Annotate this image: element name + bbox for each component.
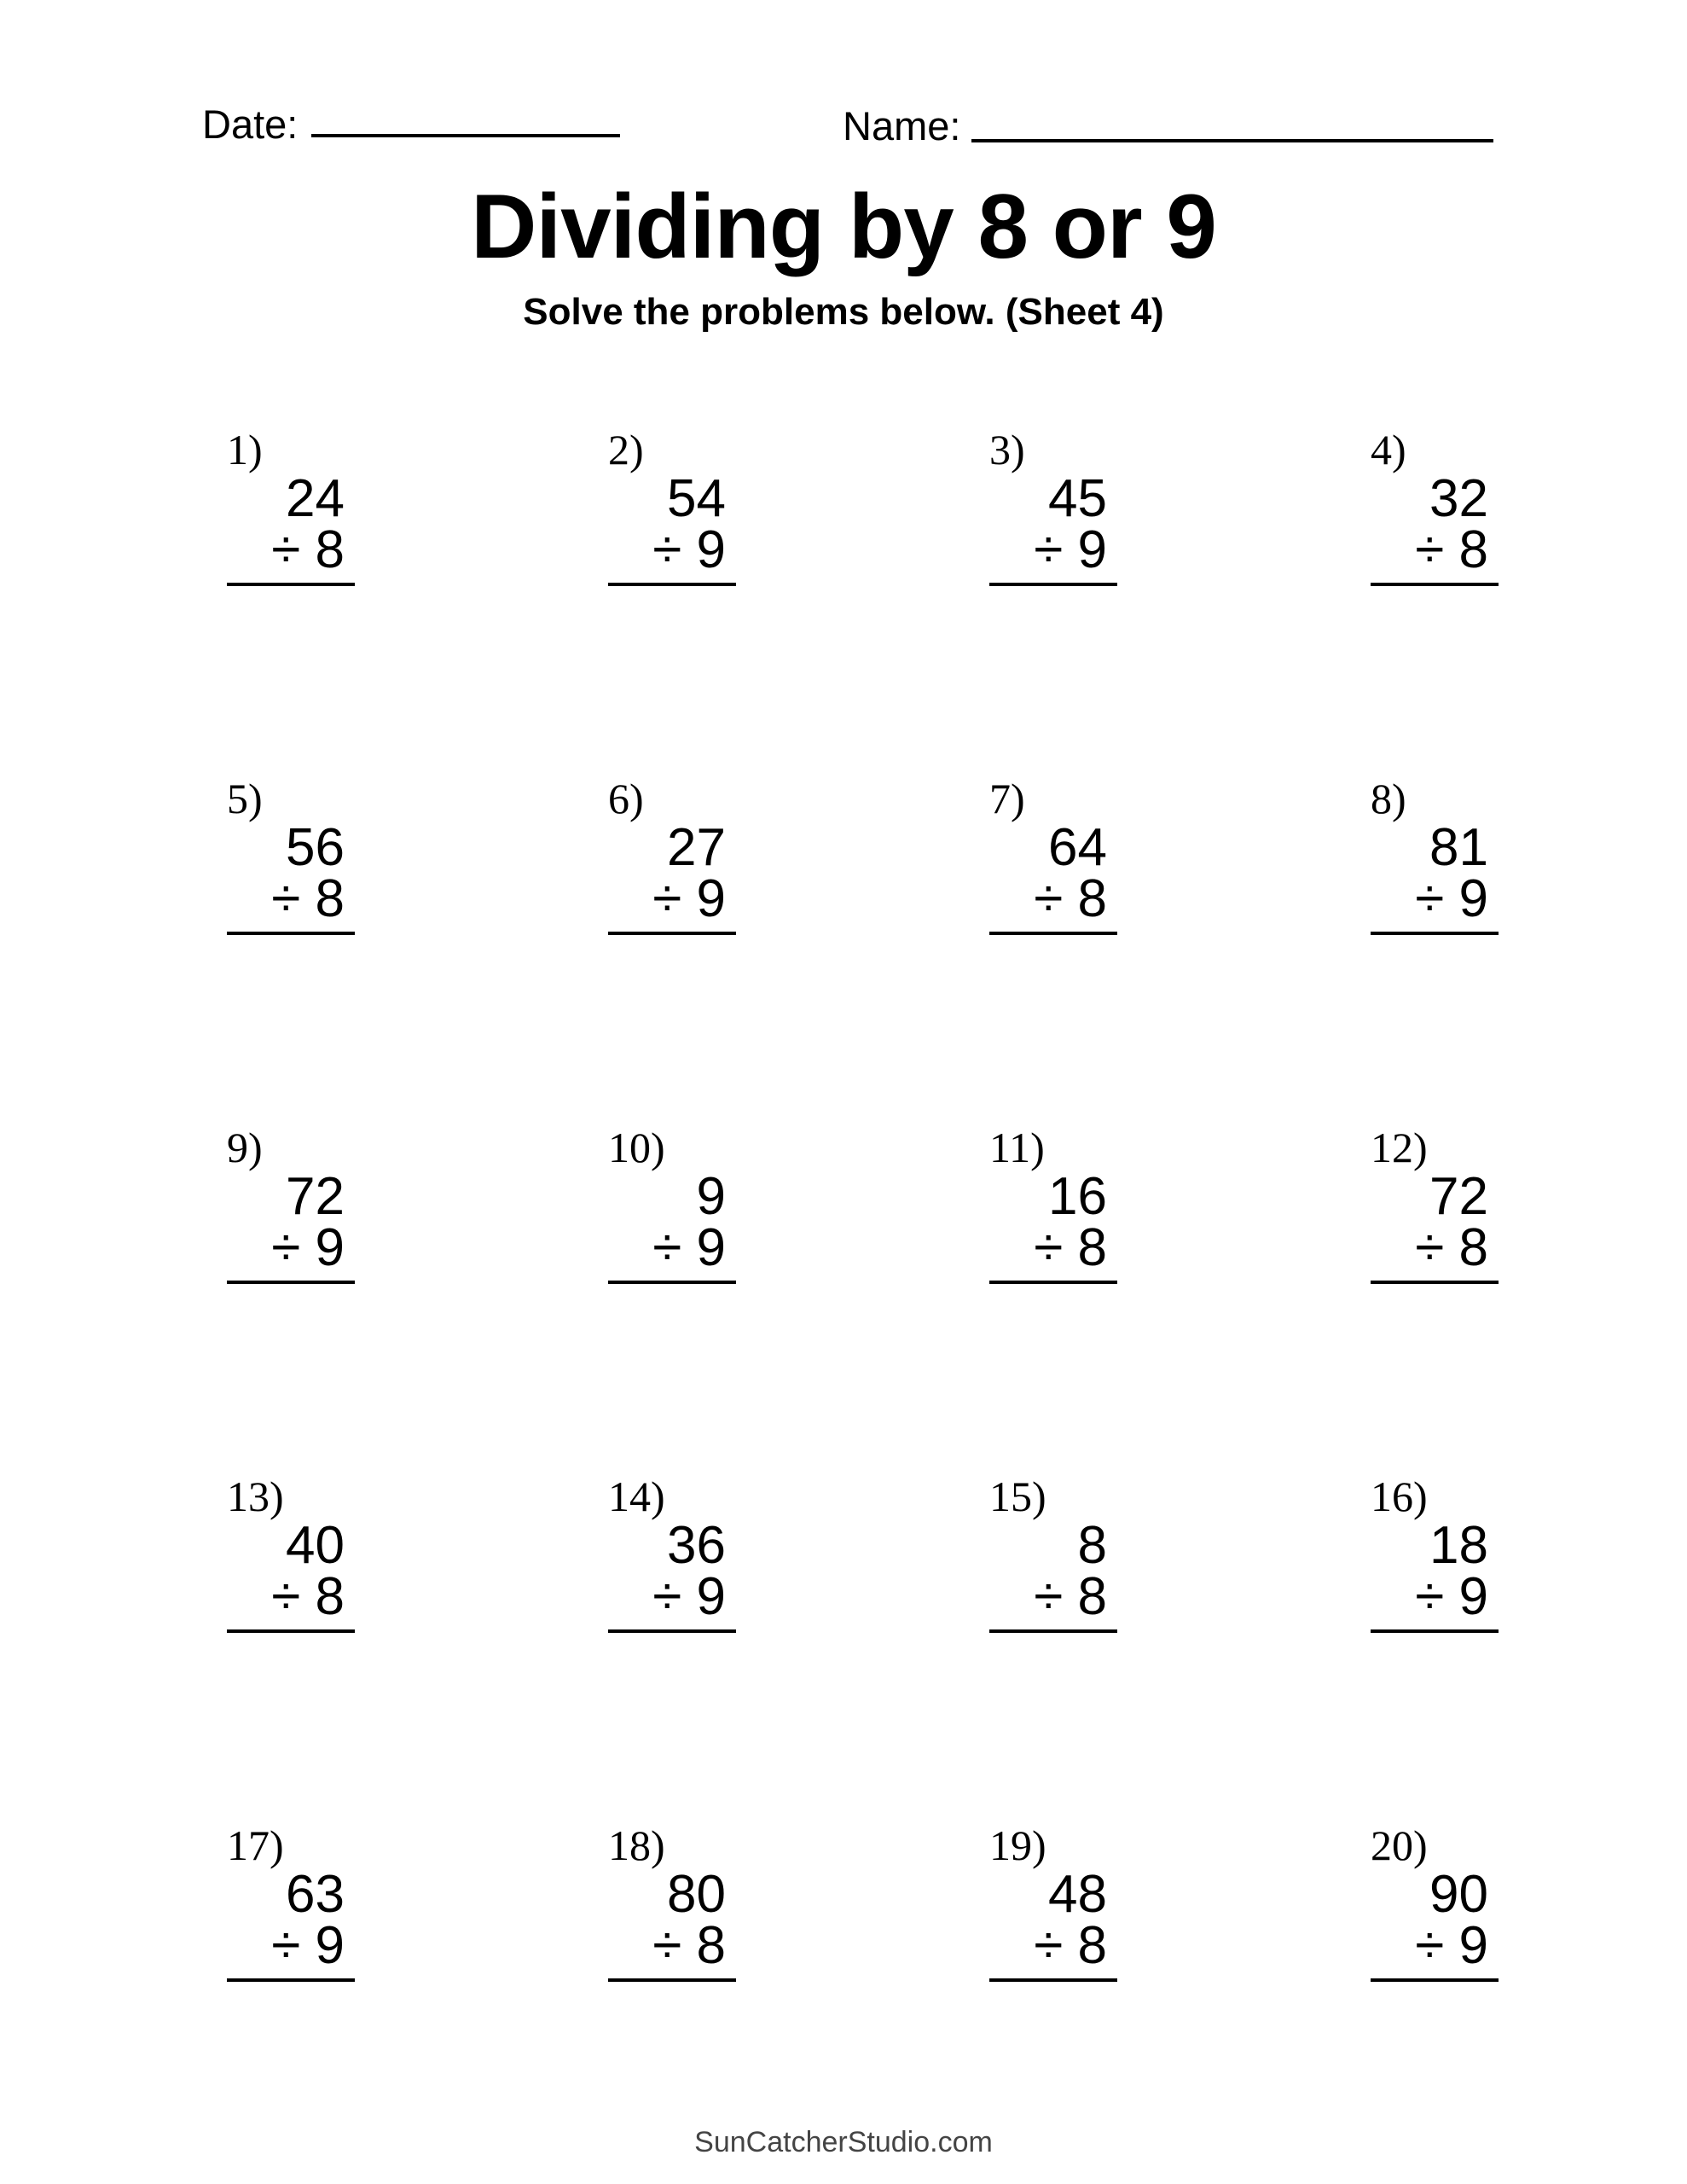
answer-line bbox=[608, 1978, 736, 1982]
answer-line bbox=[227, 583, 355, 586]
answer-line bbox=[1371, 932, 1499, 935]
problem-body bbox=[608, 1167, 736, 1284]
divisor-row: ÷ 9 bbox=[1415, 869, 1488, 928]
problem-body bbox=[989, 1516, 1117, 1633]
divisor-row: ÷ 8 bbox=[271, 520, 345, 579]
dividend: 72 bbox=[286, 1167, 345, 1226]
answer-line bbox=[1371, 583, 1499, 586]
divisor-row: ÷ 9 bbox=[1415, 1916, 1488, 1975]
problem-number: 3) bbox=[989, 426, 1025, 473]
answer-line bbox=[1371, 1281, 1499, 1284]
problem-number: 15) bbox=[989, 1472, 1046, 1520]
problem-number: 17) bbox=[227, 1821, 284, 1869]
problem-cell bbox=[989, 1124, 1371, 1478]
problem-body bbox=[1371, 1516, 1499, 1633]
problem-body bbox=[608, 1516, 736, 1633]
problem-body bbox=[1371, 1167, 1499, 1284]
answer-line bbox=[608, 932, 736, 935]
problem-cell bbox=[227, 426, 608, 780]
problem-number: 20) bbox=[1371, 1821, 1428, 1869]
dividend: 36 bbox=[667, 1516, 726, 1575]
name-label: Name: bbox=[843, 103, 961, 148]
dividend: 45 bbox=[1048, 469, 1107, 528]
problem-body bbox=[1371, 818, 1499, 935]
problem-body bbox=[608, 1865, 736, 1982]
problem-number: 18) bbox=[608, 1821, 665, 1869]
problem-number: 4) bbox=[1371, 426, 1406, 473]
problem-number: 16) bbox=[1371, 1472, 1428, 1520]
problem-number: 2) bbox=[608, 426, 644, 473]
problem-cell bbox=[227, 1124, 608, 1478]
problem-body bbox=[608, 818, 736, 935]
divisor-row: ÷ 9 bbox=[652, 1567, 726, 1626]
problem-cell bbox=[1371, 1821, 1687, 2175]
answer-line bbox=[989, 932, 1117, 935]
page-title: Dividing by 8 or 9 bbox=[471, 175, 1216, 277]
divisor-row: ÷ 8 bbox=[1415, 1218, 1488, 1277]
divisor-row: ÷ 9 bbox=[652, 1218, 726, 1277]
problem-number: 10) bbox=[608, 1124, 665, 1171]
answer-line bbox=[608, 1629, 736, 1633]
dividend: 18 bbox=[1429, 1516, 1488, 1575]
problem-cell bbox=[989, 1821, 1371, 2175]
problem-cell bbox=[608, 426, 989, 780]
problem-number: 11) bbox=[989, 1124, 1045, 1171]
problem-number: 14) bbox=[608, 1472, 665, 1520]
problem-body bbox=[989, 818, 1117, 935]
problem-body bbox=[227, 818, 355, 935]
divisor-row: ÷ 8 bbox=[271, 869, 345, 928]
problem-body bbox=[989, 1865, 1117, 1982]
answer-line bbox=[989, 583, 1117, 586]
dividend: 56 bbox=[286, 818, 345, 877]
answer-line bbox=[1371, 1978, 1499, 1982]
answer-line bbox=[227, 1629, 355, 1633]
dividend: 54 bbox=[667, 469, 726, 528]
answer-line bbox=[227, 1978, 355, 1982]
problem-cell bbox=[989, 426, 1371, 780]
problem-body bbox=[989, 469, 1117, 586]
page-subtitle: Solve the problems below. (Sheet 4) bbox=[523, 291, 1164, 333]
problems-grid bbox=[227, 426, 1687, 2175]
dividend: 40 bbox=[286, 1516, 345, 1575]
problem-body bbox=[227, 1516, 355, 1633]
divisor-row: ÷ 9 bbox=[271, 1916, 345, 1975]
dividend: 32 bbox=[1429, 469, 1488, 528]
date-label: Date: bbox=[202, 102, 299, 147]
problem-number: 5) bbox=[227, 775, 263, 822]
answer-line bbox=[227, 932, 355, 935]
problem-number: 6) bbox=[608, 775, 644, 822]
problem-cell bbox=[608, 1821, 989, 2175]
dividend: 8 bbox=[1077, 1516, 1107, 1575]
problem-number: 12) bbox=[1371, 1124, 1428, 1171]
problem-cell bbox=[227, 775, 608, 1129]
problem-cell bbox=[1371, 775, 1687, 1129]
problem-cell bbox=[227, 1821, 608, 2175]
problem-number: 19) bbox=[989, 1821, 1046, 1869]
problem-body bbox=[227, 469, 355, 586]
divisor-row: ÷ 9 bbox=[271, 1218, 345, 1277]
divisor-row: ÷ 8 bbox=[271, 1567, 345, 1626]
dividend: 64 bbox=[1048, 818, 1107, 877]
answer-line bbox=[227, 1281, 355, 1284]
dividend: 48 bbox=[1048, 1865, 1107, 1924]
divisor-row: ÷ 9 bbox=[652, 869, 726, 928]
problem-cell bbox=[608, 775, 989, 1129]
date-write-line bbox=[311, 134, 620, 137]
answer-line bbox=[989, 1629, 1117, 1633]
problem-number: 9) bbox=[227, 1124, 263, 1171]
answer-line bbox=[989, 1281, 1117, 1284]
problem-cell bbox=[608, 1124, 989, 1478]
divisor-row: ÷ 8 bbox=[1034, 1916, 1107, 1975]
dividend: 27 bbox=[667, 818, 726, 877]
divisor-row: ÷ 9 bbox=[652, 520, 726, 579]
answer-line bbox=[608, 1281, 736, 1284]
problem-cell bbox=[989, 1472, 1371, 1827]
problem-cell bbox=[227, 1472, 608, 1827]
name-write-line bbox=[971, 139, 1493, 142]
dividend: 63 bbox=[286, 1865, 345, 1924]
answer-line bbox=[1371, 1629, 1499, 1633]
divisor-row: ÷ 8 bbox=[1415, 520, 1488, 579]
dividend: 24 bbox=[286, 469, 345, 528]
divisor-row: ÷ 8 bbox=[1034, 1567, 1107, 1626]
dividend: 81 bbox=[1429, 818, 1488, 877]
problem-number: 8) bbox=[1371, 775, 1406, 822]
divisor-row: ÷ 8 bbox=[1034, 869, 1107, 928]
problem-body bbox=[227, 1167, 355, 1284]
divisor-row: ÷ 9 bbox=[1034, 520, 1107, 579]
dividend: 16 bbox=[1048, 1167, 1107, 1226]
divisor-row: ÷ 9 bbox=[1415, 1567, 1488, 1626]
dividend: 72 bbox=[1429, 1167, 1488, 1226]
problem-body bbox=[227, 1865, 355, 1982]
problem-number: 7) bbox=[989, 775, 1025, 822]
dividend: 9 bbox=[696, 1167, 726, 1226]
problem-cell bbox=[1371, 1124, 1687, 1478]
answer-line bbox=[989, 1978, 1117, 1982]
problem-body bbox=[989, 1167, 1117, 1284]
divisor-row: ÷ 8 bbox=[1034, 1218, 1107, 1277]
dividend: 80 bbox=[667, 1865, 726, 1924]
problem-body bbox=[1371, 469, 1499, 586]
problem-number: 1) bbox=[227, 426, 263, 473]
problem-cell bbox=[1371, 1472, 1687, 1827]
problem-number: 13) bbox=[227, 1472, 284, 1520]
problem-cell bbox=[989, 775, 1371, 1129]
footer-credit: SunCatcherStudio.com bbox=[694, 2126, 993, 2158]
problem-body bbox=[608, 469, 736, 586]
problem-cell bbox=[1371, 426, 1687, 780]
divisor-row: ÷ 8 bbox=[652, 1916, 726, 1975]
problem-cell bbox=[608, 1472, 989, 1827]
dividend: 90 bbox=[1429, 1865, 1488, 1924]
answer-line bbox=[608, 583, 736, 586]
problem-body bbox=[1371, 1865, 1499, 1982]
